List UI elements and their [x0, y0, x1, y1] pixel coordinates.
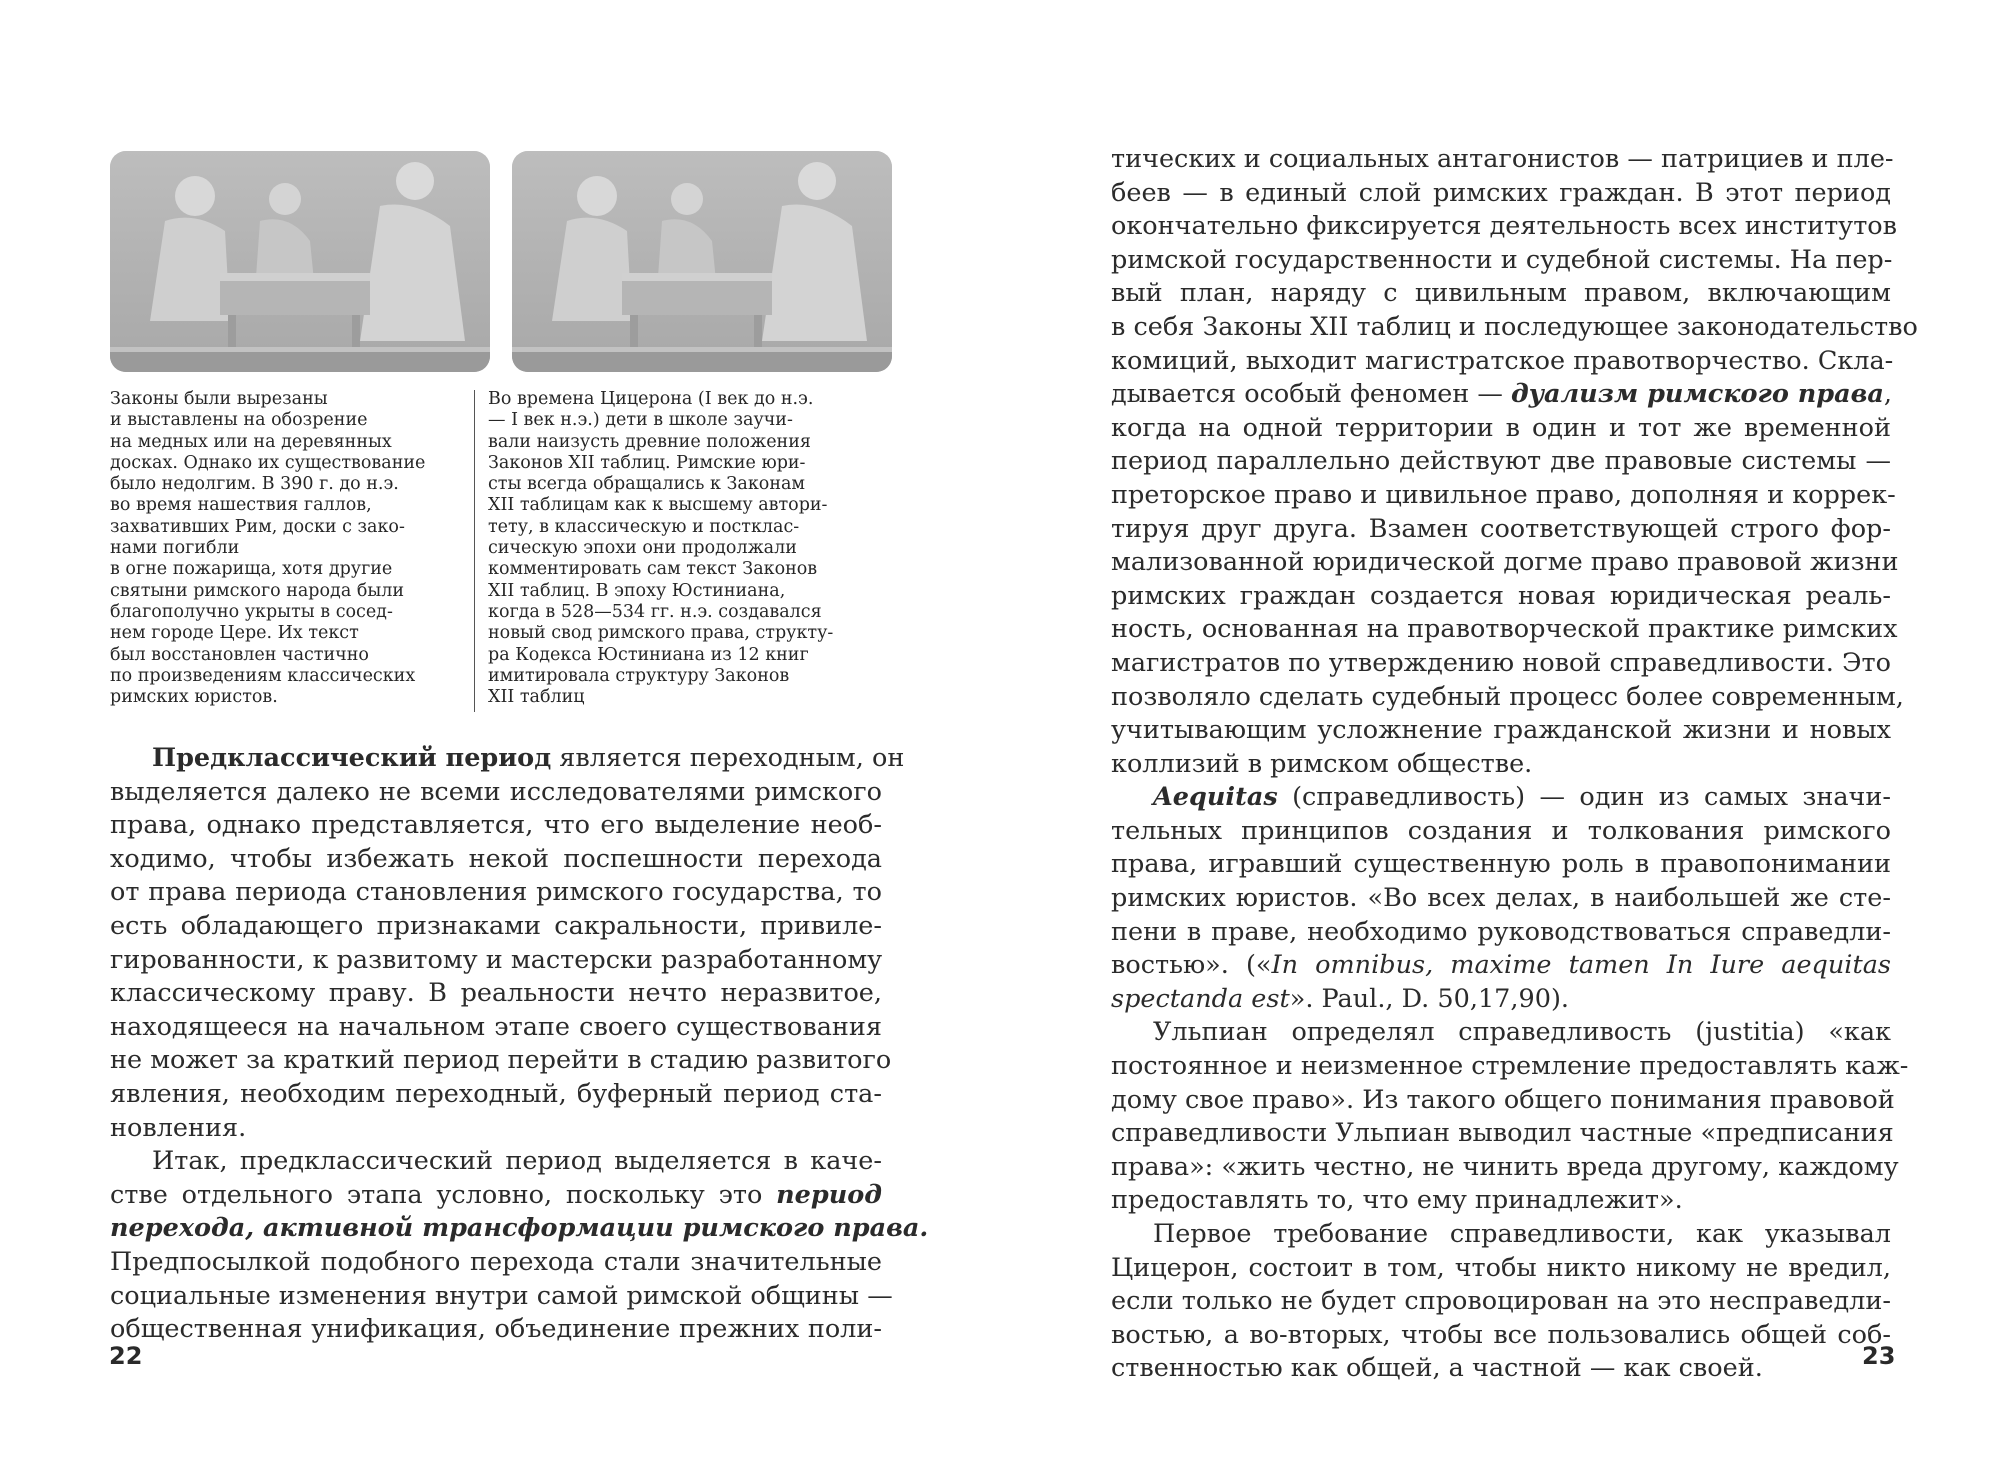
paragraph-line: ственностью как общей, а частной — как своей. [1111, 1353, 1763, 1384]
paragraph-line: магистратов по утверждению новой справедливости. Это [1111, 647, 1891, 678]
paragraph-line: тируя друг друга. Взамен соответствующей строго фор- [1111, 513, 1891, 544]
paragraph-line: мализованной юридической догме право правовой жизни [1111, 547, 1899, 578]
caption-line: был восстановлен частично [110, 644, 369, 665]
caption-line: XII таблиц [488, 687, 585, 708]
paragraph-line: общественная унификация, объединение прежних поли- [110, 1314, 882, 1345]
paragraph-line: стве отдельного этапа условно, поскольку это период [110, 1179, 882, 1210]
paragraph-line: в себя Законы XII таблиц и последующее законодательство [1111, 311, 1918, 342]
emphasis-dualism: дуализм римского права [1511, 379, 1884, 410]
caption-line: в огне пожарища, хотя другие [110, 559, 393, 580]
caption-line: — I век н.э.) дети в школе заучи- [488, 410, 793, 431]
paragraph-line: spectanda est». Paul., D. 50,17,90). [1111, 983, 1569, 1014]
right-page [1000, 0, 2000, 1476]
paragraph-line: Предклассический период является переходным, он [152, 743, 905, 773]
page-number: 23 [1862, 1342, 1896, 1370]
paragraph-line: преторское право и цивильное право, дополняя и коррек- [1111, 479, 1896, 510]
paragraph-line: Первое требование справедливости, как указывал [1153, 1219, 1891, 1249]
emphasis-period: период [776, 1179, 882, 1210]
paragraph-line: выделяется далеко не всеми исследователями римского [110, 776, 882, 807]
caption-line: XII таблиц. В эпоху Юстиниана, [488, 580, 786, 601]
paragraph-line: дывается особый феномен — дуализм римского права, [1111, 379, 1893, 410]
caption-line: имитировала структуру Законов [488, 665, 790, 686]
caption-laws-destroyed [110, 389, 470, 708]
caption-line: тету, в классическую и постклас- [488, 516, 800, 537]
caption-line: Законов XII таблиц. Римские юри- [488, 452, 806, 473]
caption-line: Во времена Цицерона (I век до н.э. [488, 389, 814, 409]
paragraph-line: от права периода становления римского государства, то [110, 877, 882, 908]
paragraph-line: вый план, наряду с цивильным правом, включающим [1111, 278, 1891, 309]
paragraph-line: коллизий в римском обществе. [1111, 748, 1533, 779]
paragraph-line: учитывающим усложнение гражданской жизни и новых [1111, 715, 1891, 746]
latin-quote: In omnibus, maxime tamen In Iure aequitas [1271, 950, 1891, 981]
paragraph-line: когда на одной территории в один и тот же временной [1111, 412, 1891, 443]
paragraph-line: ность, основанная на правотворческой практике римских [1111, 614, 1898, 645]
paragraph-line [110, 1212, 929, 1246]
roman-relief-photo [110, 151, 490, 372]
caption-line: новый свод римского права, структу- [488, 623, 834, 644]
caption-line: Законы были вырезаны [110, 389, 328, 409]
body-text-right [1111, 143, 1918, 1386]
caption-line: комментировать сам текст Законов [488, 559, 818, 580]
caption-line: на медных или на деревянных [110, 431, 392, 452]
paragraph-line: Предпосылкой подобного перехода стали значительные [110, 1246, 882, 1277]
caption-line: сическую эпохи они продолжали [488, 538, 797, 559]
term-aequitas: Aequitas [1153, 782, 1278, 813]
caption-line: во время нашествия галлов, [110, 495, 372, 516]
paragraph-line: комиций, выходит магистратское правотворчество. Скла- [1111, 345, 1894, 376]
paragraph-line: гированности, к развитому и мастерски разработанному [110, 944, 883, 975]
page-number: 22 [109, 1342, 143, 1370]
paragraph-line: дому свое право». Из такого общего понимания правовой [1111, 1084, 1895, 1115]
caption-line: нем городе Цере. Их текст [110, 623, 359, 644]
caption-cicero-school [488, 389, 868, 708]
caption-line: досках. Однако их существование [110, 452, 426, 473]
paragraph-line: справедливости Ульпиан выводил частные «предписания [1111, 1118, 1894, 1149]
caption-line: захвативших Рим, доски с зако- [110, 516, 405, 537]
paragraph-line: если только не будет спровоцирован на это несправедли- [1111, 1286, 1891, 1317]
paragraph-line: Цицерон, состоит в том, чтобы никто никому не вредил, [1111, 1252, 1891, 1283]
paragraph-line: окончательно фиксируется деятельность всех институтов [1111, 211, 1898, 242]
paragraph-line: тельных принципов создания и толкования римского [1111, 815, 1891, 846]
paragraph-line: востью, а во-вторых, чтобы все пользовались общей соб- [1111, 1319, 1891, 1350]
caption-line: и выставлены на обозрение [110, 410, 368, 431]
roman-relief-photo-duplicate [512, 151, 892, 372]
paragraph-line: новления. [110, 1112, 247, 1143]
term-preclassical-period: Предклассический период [152, 743, 552, 773]
caption-line: когда в 528—534 гг. н.э. создавался [488, 601, 822, 622]
paragraph-line: права, игравший существенную роль в правопонимании [1111, 849, 1891, 880]
paragraph-line: тических и социальных антагонистов — патрициев и пле- [1111, 144, 1894, 174]
caption-line: вали наизусть древние положения [488, 431, 811, 452]
paragraph-line: Ульпиан определял справедливость (justitia) «как [1153, 1017, 1891, 1048]
paragraph-line: классическому праву. В реальности нечто неразвитое, [110, 978, 882, 1009]
paragraph-line: права, однако представляется, что его выделение необ- [110, 810, 882, 841]
paragraph-line: беев — в единый слой римских граждан. В этот период [1111, 177, 1891, 208]
caption-line: по произведениям классических [110, 665, 416, 686]
paragraph-line: Aequitas (справедливость) — один из самых значи- [1153, 782, 1891, 813]
paragraph-line: римских граждан создается новая юридическая реаль- [1111, 580, 1891, 611]
paragraph-line: римских юристов. «Во всех делах, в наибольшей же сте- [1111, 883, 1891, 914]
caption-line: сты всегда обращались к Законам [488, 474, 806, 495]
caption-line: благополучно укрыты в сосед- [110, 601, 393, 622]
body-text-left [110, 742, 929, 1347]
caption-line: XII таблицам как к высшему автори- [488, 495, 828, 516]
paragraph-line: права»: «жить честно, не чинить вреда другому, каждому [1111, 1151, 1899, 1182]
paragraph-line: позволяло сделать судебный процесс более современным, [1111, 681, 1904, 712]
paragraph-line: социальные изменения внутри самой римской общины — [110, 1280, 893, 1311]
caption-line: римских юристов. [110, 687, 278, 708]
caption-line: нами погибли [110, 538, 240, 559]
paragraph-line: Итак, предклассический период выделяется в каче- [152, 1146, 882, 1177]
paragraph-line: римской государственности и судебной системы. На пер- [1111, 244, 1893, 275]
emphasis-transition: перехода, активной трансформации римского права. [110, 1213, 929, 1244]
caption-line: ра Кодекса Юстиниана из 12 книг [488, 644, 809, 665]
paragraph-line: востью». («In omnibus, maxime tamen In Iure aequitas [1111, 950, 1891, 981]
caption-divider [474, 390, 475, 712]
caption-line: было недолгим. В 390 г. до н.э. [110, 474, 399, 495]
paragraph-line: явления, необходим переходный, буферный период ста- [110, 1078, 882, 1109]
paragraph-line: ходимо, чтобы избежать некой поспешности перехода [110, 843, 882, 874]
paragraph-line: есть обладающего признаками сакральности, привиле- [110, 910, 882, 941]
caption-line: святыни римского народа были [110, 580, 405, 601]
paragraph-line: постоянное и неизменное стремление предоставлять каж- [1111, 1051, 1909, 1082]
paragraph-line: пени в праве, необходимо руководствоваться справедли- [1111, 916, 1891, 947]
paragraph-line: находящееся на начальном этапе своего существования [110, 1011, 882, 1042]
paragraph-line: не может за краткий период перейти в стадию развитого [110, 1045, 892, 1076]
paragraph-line: предоставлять то, что ему принадлежит». [1111, 1185, 1683, 1216]
latin-quote: spectanda est [1111, 983, 1290, 1014]
paragraph-line: период параллельно действуют две правовые системы — [1111, 446, 1891, 477]
